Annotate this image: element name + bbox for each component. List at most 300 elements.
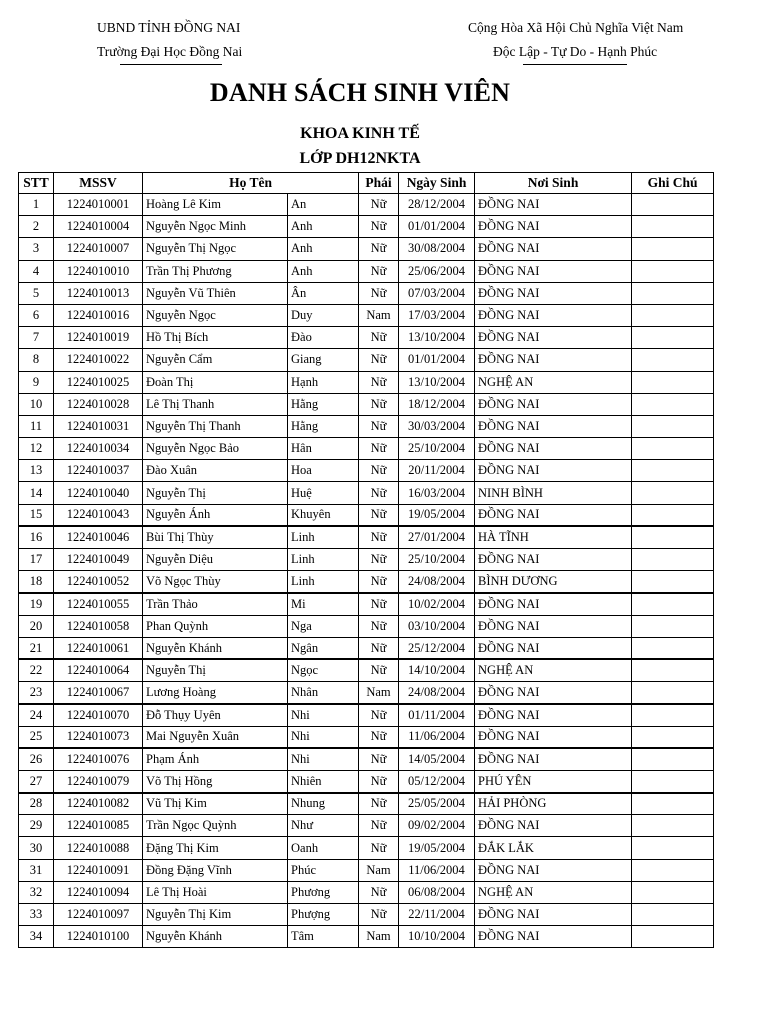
cell-ten: Ngọc — [288, 659, 359, 681]
cell-ho-dem: Nguyễn Thị — [143, 659, 288, 681]
cell-ngay-sinh: 19/05/2004 — [399, 837, 475, 859]
cell-ngay-sinh: 13/10/2004 — [399, 327, 475, 349]
table-row — [19, 571, 714, 593]
cell-ghi-chu — [632, 526, 714, 548]
cell-stt: 21 — [19, 637, 54, 659]
cell-ngay-sinh: 07/03/2004 — [399, 282, 475, 304]
cell-ho-dem: Nguyễn Khánh — [143, 637, 288, 659]
col-header-ghi-chu: Ghi Chú — [632, 173, 714, 194]
cell-ten: Hoa — [288, 460, 359, 482]
cell-noi-sinh: ĐỒNG NAI — [475, 593, 632, 615]
cell-ho-dem: Trần Thị Phương — [143, 260, 288, 282]
cell-stt: 25 — [19, 726, 54, 748]
cell-ten: Anh — [288, 238, 359, 260]
table-row — [19, 859, 714, 881]
cell-ghi-chu — [632, 504, 714, 526]
cell-ten: Phượng — [288, 904, 359, 926]
cell-ho-dem: Võ Thị Hồng — [143, 770, 288, 792]
cell-ngay-sinh: 10/10/2004 — [399, 926, 475, 948]
cell-ten: Duy — [288, 304, 359, 326]
cell-noi-sinh: ĐỒNG NAI — [475, 327, 632, 349]
header-republic: Cộng Hòa Xã Hội Chủ Nghĩa Việt Nam — [468, 20, 684, 35]
cell-noi-sinh: ĐỒNG NAI — [475, 859, 632, 881]
table-row — [19, 815, 714, 837]
cell-ghi-chu — [632, 704, 714, 726]
cell-stt: 16 — [19, 526, 54, 548]
cell-ngay-sinh: 10/02/2004 — [399, 593, 475, 615]
cell-stt: 17 — [19, 549, 54, 571]
cell-ten: Ngân — [288, 637, 359, 659]
cell-stt: 13 — [19, 460, 54, 482]
cell-stt: 22 — [19, 659, 54, 681]
cell-ghi-chu — [632, 615, 714, 637]
cell-phai: Nữ — [359, 615, 399, 637]
cell-mssv: 1224010040 — [54, 482, 143, 504]
cell-ho-dem: Phan Quỳnh — [143, 615, 288, 637]
cell-stt: 26 — [19, 748, 54, 770]
cell-phai: Nữ — [359, 216, 399, 238]
cell-mssv: 1224010064 — [54, 659, 143, 681]
cell-stt: 28 — [19, 793, 54, 815]
cell-ngay-sinh: 11/06/2004 — [399, 859, 475, 881]
cell-ten: Nhi — [288, 704, 359, 726]
cell-ngay-sinh: 16/03/2004 — [399, 482, 475, 504]
cell-phai: Nữ — [359, 260, 399, 282]
table-row — [19, 837, 714, 859]
cell-noi-sinh: HÀ TĨNH — [475, 526, 632, 548]
table-row — [19, 349, 714, 371]
cell-ngay-sinh: 24/08/2004 — [399, 571, 475, 593]
table-header-row — [19, 173, 714, 194]
cell-noi-sinh: ĐỒNG NAI — [475, 194, 632, 216]
cell-noi-sinh: ĐỒNG NAI — [475, 238, 632, 260]
cell-ten: Giang — [288, 349, 359, 371]
table-row — [19, 504, 714, 526]
cell-ho-dem: Đồng Đặng Vĩnh — [143, 859, 288, 881]
table-row — [19, 282, 714, 304]
cell-stt: 1 — [19, 194, 54, 216]
cell-mssv: 1224010097 — [54, 904, 143, 926]
cell-ngay-sinh: 13/10/2004 — [399, 371, 475, 393]
cell-ten: Ân — [288, 282, 359, 304]
cell-noi-sinh: ĐỒNG NAI — [475, 637, 632, 659]
header-right-underline — [523, 64, 627, 65]
cell-ghi-chu — [632, 349, 714, 371]
cell-ghi-chu — [632, 304, 714, 326]
cell-noi-sinh: NGHỆ AN — [475, 881, 632, 903]
cell-ten: Linh — [288, 571, 359, 593]
table-row — [19, 415, 714, 437]
cell-ho-dem: Mai Nguyễn Xuân — [143, 726, 288, 748]
table-row — [19, 770, 714, 792]
cell-ghi-chu — [632, 904, 714, 926]
cell-noi-sinh: ĐỒNG NAI — [475, 726, 632, 748]
cell-noi-sinh: ĐỒNG NAI — [475, 438, 632, 460]
cell-ten: Đào — [288, 327, 359, 349]
cell-noi-sinh: HẢI PHÒNG — [475, 793, 632, 815]
cell-phai: Nữ — [359, 327, 399, 349]
table-row — [19, 881, 714, 903]
cell-mssv: 1224010052 — [54, 571, 143, 593]
cell-noi-sinh: ĐỒNG NAI — [475, 260, 632, 282]
header-motto: Độc Lập - Tự Do - Hạnh Phúc — [493, 44, 658, 59]
cell-stt: 19 — [19, 593, 54, 615]
cell-ten: Huệ — [288, 482, 359, 504]
cell-ghi-chu — [632, 815, 714, 837]
cell-stt: 33 — [19, 904, 54, 926]
cell-ghi-chu — [632, 327, 714, 349]
cell-phai: Nữ — [359, 460, 399, 482]
cell-ho-dem: Nguyễn Cẩm — [143, 349, 288, 371]
cell-phai: Nữ — [359, 371, 399, 393]
cell-ghi-chu — [632, 438, 714, 460]
header-province: UBND TỈNH ĐỒNG NAI — [97, 20, 241, 35]
cell-ho-dem: Nguyễn Thị Ngọc — [143, 238, 288, 260]
col-header-ngay-sinh: Ngày Sinh — [399, 173, 475, 194]
table-row — [19, 526, 714, 548]
cell-phai: Nữ — [359, 748, 399, 770]
cell-ho-dem: Lê Thị Hoài — [143, 881, 288, 903]
cell-phai: Nữ — [359, 549, 399, 571]
cell-mssv: 1224010085 — [54, 815, 143, 837]
cell-ghi-chu — [632, 748, 714, 770]
cell-noi-sinh: ĐỒNG NAI — [475, 549, 632, 571]
student-table — [18, 172, 714, 948]
table-row — [19, 704, 714, 726]
cell-mssv: 1224010076 — [54, 748, 143, 770]
cell-ho-dem: Nguyễn Ngọc — [143, 304, 288, 326]
cell-ngay-sinh: 01/01/2004 — [399, 349, 475, 371]
cell-ghi-chu — [632, 460, 714, 482]
cell-noi-sinh: ĐỒNG NAI — [475, 904, 632, 926]
cell-mssv: 1224010046 — [54, 526, 143, 548]
cell-stt: 29 — [19, 815, 54, 837]
cell-ghi-chu — [632, 682, 714, 704]
cell-phai: Nữ — [359, 504, 399, 526]
table-row — [19, 194, 714, 216]
cell-stt: 12 — [19, 438, 54, 460]
table-row — [19, 748, 714, 770]
cell-ho-dem: Phạm Ánh — [143, 748, 288, 770]
cell-stt: 4 — [19, 260, 54, 282]
cell-mssv: 1224010025 — [54, 371, 143, 393]
table-row — [19, 682, 714, 704]
cell-mssv: 1224010028 — [54, 393, 143, 415]
cell-phai: Nữ — [359, 837, 399, 859]
cell-ten: Hân — [288, 438, 359, 460]
cell-ten: Hằng — [288, 393, 359, 415]
cell-ghi-chu — [632, 393, 714, 415]
cell-noi-sinh: PHÚ YÊN — [475, 770, 632, 792]
cell-mssv: 1224010043 — [54, 504, 143, 526]
cell-ngay-sinh: 14/05/2004 — [399, 748, 475, 770]
table-row — [19, 393, 714, 415]
cell-phai: Nữ — [359, 349, 399, 371]
cell-stt: 11 — [19, 415, 54, 437]
cell-ghi-chu — [632, 770, 714, 792]
cell-noi-sinh: ĐỒNG NAI — [475, 304, 632, 326]
col-header-phai: Phái — [359, 173, 399, 194]
cell-mssv: 1224010079 — [54, 770, 143, 792]
cell-ten: Oanh — [288, 837, 359, 859]
cell-ho-dem: Bùi Thị Thùy — [143, 526, 288, 548]
cell-ten: Hạnh — [288, 371, 359, 393]
cell-mssv: 1224010022 — [54, 349, 143, 371]
cell-ngay-sinh: 06/08/2004 — [399, 881, 475, 903]
cell-ho-dem: Nguyễn Diệu — [143, 549, 288, 571]
cell-phai: Nữ — [359, 815, 399, 837]
cell-stt: 9 — [19, 371, 54, 393]
page-title: DANH SÁCH SINH VIÊN — [209, 78, 511, 107]
cell-ten: Nhi — [288, 726, 359, 748]
cell-noi-sinh: ĐỒNG NAI — [475, 415, 632, 437]
cell-stt: 14 — [19, 482, 54, 504]
cell-ten: Khuyên — [288, 504, 359, 526]
cell-ghi-chu — [632, 238, 714, 260]
cell-stt: 27 — [19, 770, 54, 792]
cell-mssv: 1224010004 — [54, 216, 143, 238]
table-row — [19, 659, 714, 681]
cell-mssv: 1224010031 — [54, 415, 143, 437]
cell-mssv: 1224010091 — [54, 859, 143, 881]
cell-stt: 32 — [19, 881, 54, 903]
cell-mssv: 1224010010 — [54, 260, 143, 282]
cell-noi-sinh: NGHỆ AN — [475, 371, 632, 393]
cell-noi-sinh: NINH BÌNH — [475, 482, 632, 504]
cell-noi-sinh: BÌNH DƯƠNG — [475, 571, 632, 593]
cell-phai: Nữ — [359, 415, 399, 437]
cell-ngay-sinh: 01/11/2004 — [399, 704, 475, 726]
cell-phai: Nữ — [359, 571, 399, 593]
cell-phai: Nữ — [359, 659, 399, 681]
cell-phai: Nữ — [359, 726, 399, 748]
cell-ho-dem: Đào Xuân — [143, 460, 288, 482]
cell-ten: Linh — [288, 526, 359, 548]
cell-mssv: 1224010100 — [54, 926, 143, 948]
cell-stt: 15 — [19, 504, 54, 526]
cell-mssv: 1224010037 — [54, 460, 143, 482]
cell-mssv: 1224010013 — [54, 282, 143, 304]
cell-phai: Nữ — [359, 438, 399, 460]
table-row — [19, 482, 714, 504]
cell-stt: 5 — [19, 282, 54, 304]
cell-ten: An — [288, 194, 359, 216]
table-row — [19, 216, 714, 238]
cell-ho-dem: Nguyễn Ngọc Minh — [143, 216, 288, 238]
table-row — [19, 238, 714, 260]
cell-ho-dem: Trần Thảo — [143, 593, 288, 615]
cell-stt: 8 — [19, 349, 54, 371]
table-row — [19, 438, 714, 460]
cell-ngay-sinh: 11/06/2004 — [399, 726, 475, 748]
cell-mssv: 1224010058 — [54, 615, 143, 637]
cell-ho-dem: Hồ Thị Bích — [143, 327, 288, 349]
col-header-stt: STT — [19, 173, 54, 194]
cell-phai: Nữ — [359, 793, 399, 815]
cell-ho-dem: Trần Ngọc Quỳnh — [143, 815, 288, 837]
cell-ho-dem: Hoàng Lê Kim — [143, 194, 288, 216]
cell-ten: Nhung — [288, 793, 359, 815]
cell-stt: 7 — [19, 327, 54, 349]
cell-phai: Nữ — [359, 282, 399, 304]
cell-ten: Tâm — [288, 926, 359, 948]
cell-noi-sinh: ĐỒNG NAI — [475, 815, 632, 837]
cell-ho-dem: Đỗ Thụy Uyên — [143, 704, 288, 726]
cell-ghi-chu — [632, 482, 714, 504]
header-left-underline — [120, 64, 222, 65]
cell-ten: Mi — [288, 593, 359, 615]
cell-ngay-sinh: 30/03/2004 — [399, 415, 475, 437]
cell-ngay-sinh: 14/10/2004 — [399, 659, 475, 681]
cell-ho-dem: Lê Thị Thanh — [143, 393, 288, 415]
table-row — [19, 260, 714, 282]
cell-phai: Nam — [359, 926, 399, 948]
cell-ngay-sinh: 24/08/2004 — [399, 682, 475, 704]
cell-ten: Anh — [288, 260, 359, 282]
cell-stt: 10 — [19, 393, 54, 415]
cell-ghi-chu — [632, 194, 714, 216]
class-name: LỚP DH12NKTA — [299, 150, 421, 167]
cell-ngay-sinh: 19/05/2004 — [399, 504, 475, 526]
cell-mssv: 1224010082 — [54, 793, 143, 815]
cell-ghi-chu — [632, 549, 714, 571]
cell-ghi-chu — [632, 837, 714, 859]
cell-mssv: 1224010034 — [54, 438, 143, 460]
cell-phai: Nữ — [359, 238, 399, 260]
cell-noi-sinh: ĐỒNG NAI — [475, 682, 632, 704]
cell-noi-sinh: ĐỒNG NAI — [475, 504, 632, 526]
cell-ghi-chu — [632, 216, 714, 238]
cell-ho-dem: Đoàn Thị — [143, 371, 288, 393]
table-row — [19, 926, 714, 948]
cell-ghi-chu — [632, 659, 714, 681]
cell-ten: Nga — [288, 615, 359, 637]
cell-ho-dem: Vũ Thị Kim — [143, 793, 288, 815]
cell-mssv: 1224010073 — [54, 726, 143, 748]
cell-ngay-sinh: 18/12/2004 — [399, 393, 475, 415]
faculty-name: KHOA KINH TẾ — [300, 125, 420, 142]
cell-ngay-sinh: 25/10/2004 — [399, 549, 475, 571]
cell-ho-dem: Nguyễn Thị Thanh — [143, 415, 288, 437]
cell-ten: Hằng — [288, 415, 359, 437]
cell-ho-dem: Nguyễn Thị Kim — [143, 904, 288, 926]
cell-phai: Nam — [359, 859, 399, 881]
cell-noi-sinh: NGHỆ AN — [475, 659, 632, 681]
table-row — [19, 327, 714, 349]
cell-ghi-chu — [632, 793, 714, 815]
cell-ho-dem: Nguyễn Khánh — [143, 926, 288, 948]
cell-ho-dem: Võ Ngọc Thùy — [143, 571, 288, 593]
cell-ngay-sinh: 25/12/2004 — [399, 637, 475, 659]
cell-ten: Phúc — [288, 859, 359, 881]
cell-stt: 20 — [19, 615, 54, 637]
cell-mssv: 1224010088 — [54, 837, 143, 859]
table-row — [19, 726, 714, 748]
cell-stt: 30 — [19, 837, 54, 859]
cell-ho-dem: Nguyễn Vũ Thiên — [143, 282, 288, 304]
cell-ghi-chu — [632, 637, 714, 659]
cell-ten: Nhi — [288, 748, 359, 770]
cell-mssv: 1224010007 — [54, 238, 143, 260]
table-row — [19, 549, 714, 571]
cell-noi-sinh: ĐỒNG NAI — [475, 282, 632, 304]
cell-phai: Nữ — [359, 770, 399, 792]
col-header-noi-sinh: Nơi Sinh — [475, 173, 632, 194]
cell-ten: Như — [288, 815, 359, 837]
cell-ghi-chu — [632, 726, 714, 748]
table-row — [19, 637, 714, 659]
cell-ngay-sinh: 27/01/2004 — [399, 526, 475, 548]
cell-noi-sinh: ĐẮK LẮK — [475, 837, 632, 859]
cell-ngay-sinh: 25/06/2004 — [399, 260, 475, 282]
cell-ghi-chu — [632, 926, 714, 948]
cell-ngay-sinh: 28/12/2004 — [399, 194, 475, 216]
cell-ghi-chu — [632, 260, 714, 282]
cell-mssv: 1224010019 — [54, 327, 143, 349]
cell-ghi-chu — [632, 415, 714, 437]
cell-ngay-sinh: 25/10/2004 — [399, 438, 475, 460]
cell-phai: Nữ — [359, 637, 399, 659]
cell-ngay-sinh: 25/05/2004 — [399, 793, 475, 815]
table-row — [19, 904, 714, 926]
cell-ho-dem: Nguyễn Ngọc Bảo — [143, 438, 288, 460]
cell-noi-sinh: ĐỒNG NAI — [475, 216, 632, 238]
cell-noi-sinh: ĐỒNG NAI — [475, 393, 632, 415]
cell-noi-sinh: ĐỒNG NAI — [475, 615, 632, 637]
cell-stt: 23 — [19, 682, 54, 704]
cell-ten: Nhiên — [288, 770, 359, 792]
cell-ho-dem: Nguyễn Ánh — [143, 504, 288, 526]
cell-noi-sinh: ĐỒNG NAI — [475, 926, 632, 948]
cell-mssv: 1224010049 — [54, 549, 143, 571]
cell-mssv: 1224010067 — [54, 682, 143, 704]
cell-stt: 2 — [19, 216, 54, 238]
table-row — [19, 793, 714, 815]
cell-stt: 34 — [19, 926, 54, 948]
cell-ghi-chu — [632, 371, 714, 393]
cell-noi-sinh: ĐỒNG NAI — [475, 349, 632, 371]
table-row — [19, 304, 714, 326]
cell-phai: Nữ — [359, 881, 399, 903]
cell-phai: Nữ — [359, 482, 399, 504]
cell-ghi-chu — [632, 282, 714, 304]
table-row — [19, 460, 714, 482]
cell-stt: 24 — [19, 704, 54, 726]
cell-ho-dem: Lương Hoàng — [143, 682, 288, 704]
cell-ngay-sinh: 20/11/2004 — [399, 460, 475, 482]
cell-mssv: 1224010094 — [54, 881, 143, 903]
cell-phai: Nữ — [359, 593, 399, 615]
cell-ten: Linh — [288, 549, 359, 571]
cell-ngay-sinh: 09/02/2004 — [399, 815, 475, 837]
cell-ngay-sinh: 17/03/2004 — [399, 304, 475, 326]
cell-mssv: 1224010016 — [54, 304, 143, 326]
cell-phai: Nữ — [359, 704, 399, 726]
header-university: Trường Đại Học Đồng Nai — [97, 44, 243, 59]
cell-ho-dem: Đặng Thị Kim — [143, 837, 288, 859]
cell-stt: 6 — [19, 304, 54, 326]
cell-phai: Nữ — [359, 393, 399, 415]
cell-ten: Phương — [288, 881, 359, 903]
cell-ngay-sinh: 05/12/2004 — [399, 770, 475, 792]
cell-ten: Anh — [288, 216, 359, 238]
cell-phai: Nữ — [359, 904, 399, 926]
cell-ghi-chu — [632, 571, 714, 593]
cell-ten: Nhân — [288, 682, 359, 704]
table-row — [19, 615, 714, 637]
cell-mssv: 1224010070 — [54, 704, 143, 726]
cell-mssv: 1224010061 — [54, 637, 143, 659]
